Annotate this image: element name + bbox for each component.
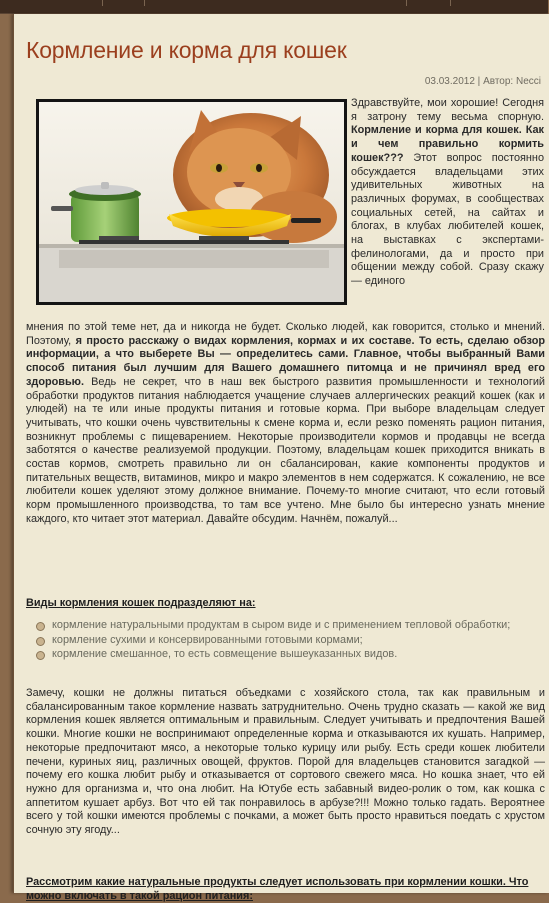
- intro-paragraph: [351, 97, 544, 289]
- main-paragraph-1: [26, 321, 545, 527]
- main-paragraph-2: [26, 687, 545, 838]
- feeding-types-list: [36, 619, 545, 663]
- list-item: [36, 648, 545, 662]
- article-page: [13, 14, 549, 902]
- bullet-icon: [36, 622, 45, 631]
- paragraph-text: Замечу, кошки не должны питаться объедками с хозяйского стола, так как правильным и сбалансированным такое кормление назвать затруднительно. Очень трудно сказать — какой же вид кормления кошек является оптимальным и правильным. Следует учитывать и предпочтения Вашей кошки. Многие кошки не воспринимают определенные корма и отказываются их кушать. Например, некоторые предпочитают мясо, а некоторые только курицу или рыбу. Есть среди кошек любители печени, куриных яиц, различных овощей, фруктов. Порой для владельцев становится загадкой — почему его кошка любит рыбу и отказывается от сортового свежего мяса. Но кошка знает, что ей нужно для организма и, что она любит. На Ютубе есть забавный видео-ролик о том, как кошка с аппетитом кушает арбуз. Вот что ей так понравилось в арбузе?!!! Можно только гадать. Вероятнее всего у той кошки имеются проблемы с почками, а может быть просто нравиться поедать с хрустом сочную эту ягоду...: [26, 687, 545, 837]
- nav-tab[interactable]: [406, 0, 451, 6]
- cat-photo: [36, 99, 347, 305]
- list-item-text: кормление натуральными продуктам в сыром виде и с применением тепловой обработки;: [52, 619, 511, 631]
- list-item-text: кормление смешанное, то есть совмещение вышеуказанных видов.: [52, 648, 398, 661]
- text-run: Ведь не секрет, что в наш век быстрого развития промышленности и технологий обработки продуктов питания наблюдается учащение случаев аллергических реакций кошек (как и улюдей) на те или иные продукты питания и готовые корма. При выборе владельцам следует учитывать, что кошки очень чувствительны к смене корма и, если резко поменять рацион питания, возникнут проблемы с пищеварением. Некоторые производители кормов и продавцы не всегда заботятся о качестве реализуемой продукции. Поэтому, владельцам кошек приходится вникать в состав кормов, смотреть правильно ли он сбалансирован, какие компоненты продуктов и питательных веществ, витаминов, микро и макро элементов в нем содержатся. К сожалению, не все любители кошек уделяют этому должное внимание. Почему-то многие считают, что если готовый корм промышленного производства, то там все учтено. Мне было бы интересно узнать мнение каждого, кто читает этот материал. Давайте обсудим. Начнём, пожалуй...: [26, 375, 545, 525]
- list-item-text: кормление сухими и консервированными готовыми кормами;: [52, 633, 363, 646]
- nav-tab[interactable]: [0, 0, 103, 6]
- list-item: [36, 634, 545, 648]
- bold-text-run: Кормление и корма для кошек. Как и чем правильно кормить кошек???: [351, 124, 544, 164]
- article-date: 03.03.2012: [424, 76, 475, 87]
- text-run: Здравствуйте, мои хорошие! Сегодня я затрону тему весьма спорную.: [351, 97, 544, 123]
- rich-paragraph: [26, 321, 545, 527]
- natural-food-heading: Рассмотрим какие натуральные продукты следует использовать при кормлении кошки. Что можно включать в такой рацион питания:: [26, 876, 529, 902]
- nav-tab[interactable]: [102, 0, 145, 6]
- author-label: Автор:: [483, 76, 514, 87]
- text-run: мнения по этой теме нет, да и никогда не будет. Сколько людей, как говорится, столько и мнений. Поэтому,: [26, 321, 545, 347]
- nav-tab[interactable]: [144, 0, 407, 6]
- bold-text-run: я просто расскажу о видах кормления, кормах и их составе. То есть, сделаю обзор информации, а что выберете Вы — определитесь сами. Главное, чтобы выбранный Вами способ питания был лучшим для Вашего домашнего питомца и не причинял вред его здоровью.: [26, 334, 545, 388]
- author-link[interactable]: Necci: [515, 76, 541, 87]
- top-navigation-bar: [0, 0, 548, 14]
- article-meta: [425, 76, 541, 87]
- text-run: Этот вопрос постоянно обсуждается владельцами этих удивительных животных на различных форумах, в сообществах социальных сетей, на сайтах и блогах, в клубах любителей кошек, на выставках с экспертами-фелинологами, да и просто при общении между собой. Сразу скажу — единого: [351, 151, 544, 288]
- bullet-icon: [36, 651, 45, 660]
- feeding-types-heading: Виды кормления кошек подразделяют на:: [26, 597, 256, 609]
- rich-paragraph: [351, 97, 544, 289]
- list-item: [36, 619, 545, 633]
- meta-separator: |: [477, 76, 484, 87]
- article-title: Кормление и корма для кошек: [26, 37, 347, 63]
- cat-on-stove-illustration: [39, 102, 344, 302]
- bullet-icon: [36, 637, 45, 646]
